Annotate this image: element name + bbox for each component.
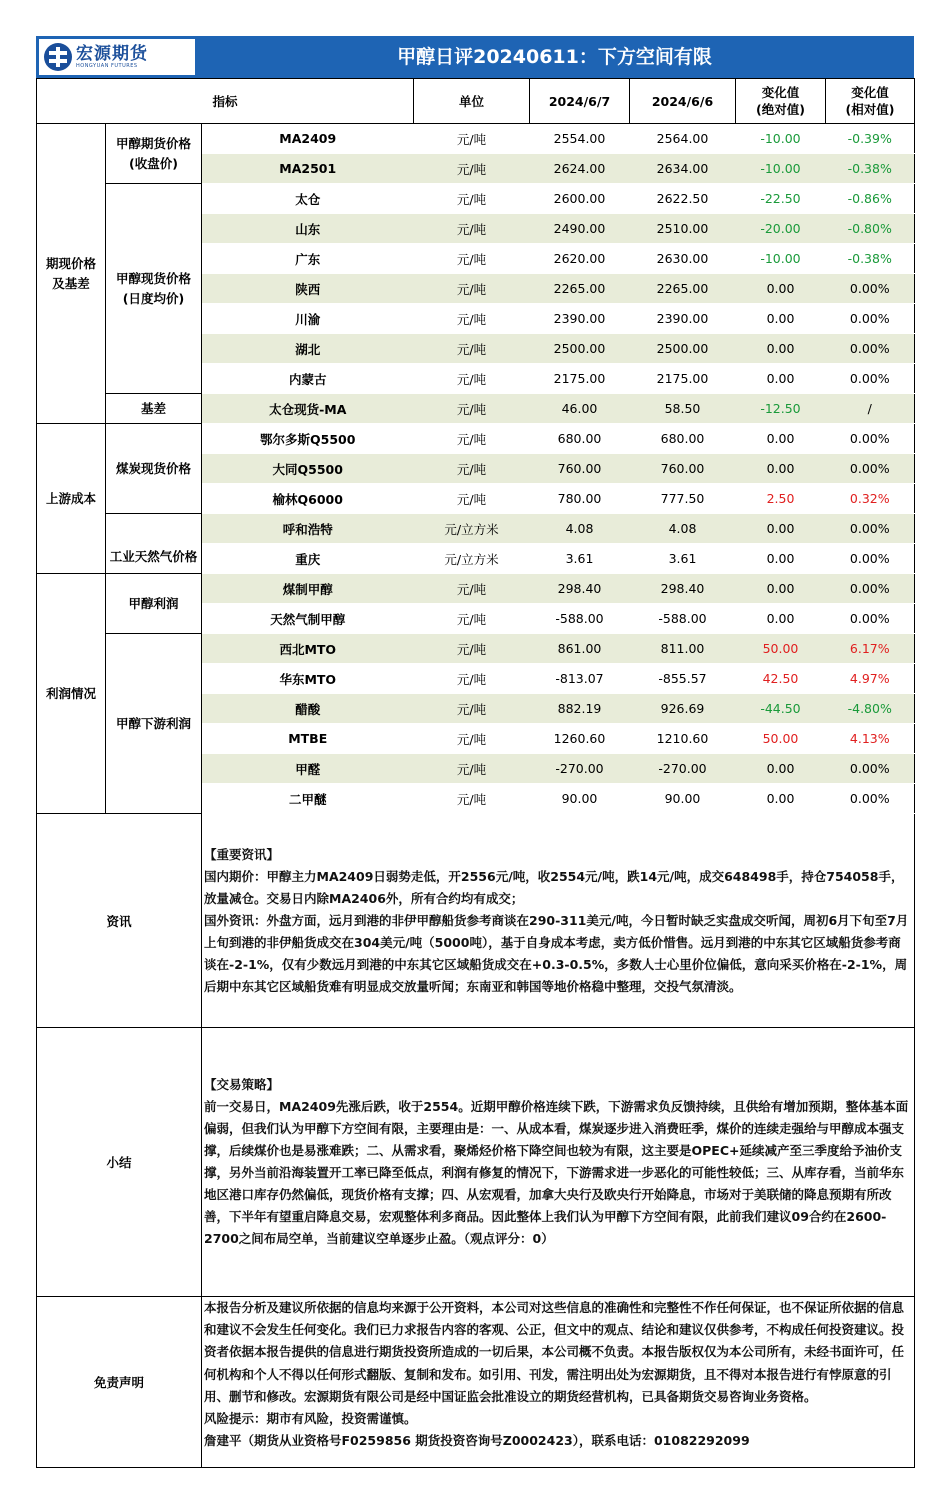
change-abs-cell: -44.50 — [736, 694, 826, 724]
change-abs-cell: -10.00 — [736, 154, 826, 184]
indicator-cell: MTBE — [202, 724, 414, 754]
prev-value-cell: 2500.00 — [630, 334, 736, 364]
current-value-cell: 1260.60 — [530, 724, 630, 754]
change-rel-cell: 0.00% — [826, 424, 915, 454]
category-profit: 利润情况 — [37, 574, 106, 814]
prev-value-cell: 2175.00 — [630, 364, 736, 394]
change-abs-cell: 0.00 — [736, 454, 826, 484]
prev-value-cell: 680.00 — [630, 424, 736, 454]
indicator-cell: 甲醛 — [202, 754, 414, 784]
change-rel-cell: -0.38% — [826, 244, 915, 274]
col-header-indicator: 指标 — [37, 79, 414, 124]
table-row — [37, 184, 915, 214]
col-header-prev-date: 2024/6/6 — [630, 79, 736, 124]
indicator-cell: 二甲醚 — [202, 784, 414, 814]
indicator-cell: 太仓现货-MA — [202, 394, 414, 424]
prev-value-cell: 760.00 — [630, 454, 736, 484]
change-rel-cell: 0.00% — [826, 364, 915, 394]
change-rel-cell: 6.17% — [826, 634, 915, 664]
summary-heading: 【交易策略】 — [204, 1077, 280, 1092]
unit-cell: 元/吨 — [414, 454, 530, 484]
category-upstream-cost: 上游成本 — [37, 424, 106, 574]
prev-value-cell: 2510.00 — [630, 214, 736, 244]
current-value-cell: 2500.00 — [530, 334, 630, 364]
change-rel-cell: 4.13% — [826, 724, 915, 754]
indicator-cell: 大同Q5500 — [202, 454, 414, 484]
prev-value-cell: -855.57 — [630, 664, 736, 694]
change-rel-cell: 0.00% — [826, 274, 915, 304]
unit-cell: 元/吨 — [414, 154, 530, 184]
table-row — [37, 394, 915, 424]
indicator-cell: 陕西 — [202, 274, 414, 304]
prev-value-cell: 811.00 — [630, 634, 736, 664]
prev-value-cell: 2630.00 — [630, 244, 736, 274]
unit-cell: 元/吨 — [414, 574, 530, 604]
subcategory-downstream-profit: 甲醇下游利润 — [106, 634, 202, 814]
unit-cell: 元/立方米 — [414, 514, 530, 544]
subcategory-basis: 基差 — [106, 394, 202, 424]
change-rel-cell: 0.00% — [826, 604, 915, 634]
current-value-cell: 2175.00 — [530, 364, 630, 394]
report-header — [36, 36, 914, 78]
current-value-cell: 2624.00 — [530, 154, 630, 184]
indicator-cell: 重庆 — [202, 544, 414, 574]
current-value-cell: 760.00 — [530, 454, 630, 484]
current-value-cell: 298.40 — [530, 574, 630, 604]
current-value-cell: 2620.00 — [530, 244, 630, 274]
unit-cell: 元/吨 — [414, 664, 530, 694]
indicator-cell: 天然气制甲醇 — [202, 604, 414, 634]
change-abs-cell: 0.00 — [736, 514, 826, 544]
indicator-cell: MA2409 — [202, 124, 414, 154]
prev-value-cell: 2265.00 — [630, 274, 736, 304]
indicator-cell: 西北MTO — [202, 634, 414, 664]
change-rel-cell: 0.00% — [826, 544, 915, 574]
table-row — [37, 634, 915, 664]
current-value-cell: 90.00 — [530, 784, 630, 814]
table-row — [37, 424, 915, 454]
change-abs-cell: 0.00 — [736, 424, 826, 454]
table-row — [37, 574, 915, 604]
prev-value-cell: 298.40 — [630, 574, 736, 604]
unit-cell: 元/吨 — [414, 334, 530, 364]
prev-value-cell: -588.00 — [630, 604, 736, 634]
summary-label: 小结 — [37, 1028, 202, 1297]
change-rel-cell: 0.00% — [826, 454, 915, 484]
col-header-change-rel — [826, 79, 915, 124]
change-abs-cell: 0.00 — [736, 754, 826, 784]
indicator-cell: 醋酸 — [202, 694, 414, 724]
change-abs-line1: 变化值 — [761, 85, 800, 100]
table-row — [37, 514, 915, 544]
category-spot-basis: 期现价格及基差 — [37, 124, 106, 424]
prev-value-cell: 4.08 — [630, 514, 736, 544]
change-abs-cell: 2.50 — [736, 484, 826, 514]
change-rel-cell: -0.86% — [826, 184, 915, 214]
col-header-unit: 单位 — [414, 79, 530, 124]
unit-cell: 元/吨 — [414, 784, 530, 814]
table-row — [37, 124, 915, 154]
prev-value-cell: 58.50 — [630, 394, 736, 424]
unit-cell: 元/吨 — [414, 604, 530, 634]
change-abs-line2: (绝对值) — [756, 102, 805, 117]
indicator-cell: 煤制甲醇 — [202, 574, 414, 604]
unit-cell: 元/吨 — [414, 214, 530, 244]
report-frame — [36, 36, 914, 1468]
change-abs-cell: 0.00 — [736, 574, 826, 604]
change-abs-cell: 0.00 — [736, 604, 826, 634]
change-rel-cell: -0.39% — [826, 124, 915, 154]
company-logo — [39, 39, 195, 75]
logo-mark-icon — [43, 42, 73, 72]
change-abs-cell: 0.00 — [736, 304, 826, 334]
unit-cell: 元/吨 — [414, 694, 530, 724]
unit-cell: 元/吨 — [414, 274, 530, 304]
change-rel-cell: -4.80% — [826, 694, 915, 724]
change-abs-cell: 50.00 — [736, 634, 826, 664]
current-value-cell: 882.19 — [530, 694, 630, 724]
current-value-cell: -588.00 — [530, 604, 630, 634]
table-header-row — [37, 79, 915, 124]
col-header-change-abs — [736, 79, 826, 124]
disclaimer-body: 本报告分析及建议所依据的信息均来源于公开资料，本公司对这些信息的准确性和完整性不作任何保证，也不保证所依据的信息和建议不会发生任何变化。我们已力求报告内容的客观、公正，但文中的观点、结论和建议仅供参考，不构成任何投资建议。投资者依据本报告提供的信息进行期货投资所造成的一切后果，本公司概不负责。本报告版权仅为本公司所有，未经书面许可，任何机构和个人不得以任何形式翻版、复制和发布。如引用、刊发，需注明出处为宏源期货，且不得对本报告进行有悖原意的引用、删节和修改。宏源期货有限公司是经中国证监会批准设立的期货经营机构，已具备期货交易咨询业务资格。 — [204, 1300, 905, 1404]
disclaimer-content — [202, 1297, 915, 1468]
unit-cell: 元/吨 — [414, 244, 530, 274]
prev-value-cell: 926.69 — [630, 694, 736, 724]
change-abs-cell: 0.00 — [736, 274, 826, 304]
brand-name-en: HONGYUAN FUTURES — [76, 62, 138, 69]
unit-cell: 元/吨 — [414, 184, 530, 214]
change-rel-cell: -0.80% — [826, 214, 915, 244]
prev-value-cell: 3.61 — [630, 544, 736, 574]
unit-cell: 元/吨 — [414, 364, 530, 394]
news-heading: 【重要资讯】 — [204, 846, 280, 862]
change-rel-cell: / — [826, 394, 915, 424]
summary-row — [37, 1028, 915, 1297]
current-value-cell: 2490.00 — [530, 214, 630, 244]
change-rel-cell: -0.38% — [826, 154, 915, 184]
current-value-cell: 780.00 — [530, 484, 630, 514]
indicator-cell: 华东MTO — [202, 664, 414, 694]
change-abs-cell: 0.00 — [736, 784, 826, 814]
change-rel-line2: (相对值) — [845, 102, 895, 117]
unit-cell: 元/吨 — [414, 724, 530, 754]
analyst-info: 詹建平（期货从业资格号F0259856 期货投资咨询号Z0002423），联系电话：01082292099 — [204, 1433, 750, 1449]
change-abs-cell: -10.00 — [736, 244, 826, 274]
prev-value-cell: 777.50 — [630, 484, 736, 514]
news-domestic: 国内期价：甲醇主力MA2409日弱势走低，开2556元/吨，收2554元/吨，跌14元/吨，成交648498手，持仓754058手，放量减仓。交易日内除MA2406外，所有合约均有成交； — [204, 868, 904, 906]
subcategory-spot: 甲醇现货价格(日度均价) — [106, 184, 202, 394]
change-abs-cell: -12.50 — [736, 394, 826, 424]
news-content — [202, 814, 915, 1028]
news-foreign: 国外资讯：外盘方面，远月到港的非伊甲醇船货参考商谈在290-311美元/吨，今日暂时缺乏实盘成交听闻，周初6月下旬至7月上旬到港的非伊船货成交在304美元/吨（5000吨），基于自身成本考虑，卖方低价惜售。远月到港的中东其它区域船货参考商谈在-2-1%，仅有少数远月到港的中东其它区域船货成交在+0.3-0.5%，多数人士心里价位偏低，意向采买价格在-2-1%，周后期中东其它区域船货难有明显成交放量听闻；东南亚和韩国等地价格稳中整理，交投气氛清淡。 — [204, 912, 909, 994]
news-row — [37, 814, 915, 1028]
unit-cell: 元/立方米 — [414, 544, 530, 574]
indicator-cell: 呼和浩特 — [202, 514, 414, 544]
change-rel-cell: 0.00% — [826, 334, 915, 364]
prev-value-cell: 1210.60 — [630, 724, 736, 754]
current-value-cell: 2554.00 — [530, 124, 630, 154]
change-rel-cell: 0.00% — [826, 784, 915, 814]
prev-value-cell: -270.00 — [630, 754, 736, 784]
change-rel-cell: 0.00% — [826, 754, 915, 784]
prev-value-cell: 2564.00 — [630, 124, 736, 154]
indicator-cell: 内蒙古 — [202, 364, 414, 394]
change-abs-cell: 0.00 — [736, 544, 826, 574]
subcategory-coal: 煤炭现货价格 — [106, 424, 202, 514]
prev-value-cell: 2390.00 — [630, 304, 736, 334]
indicator-cell: 川渝 — [202, 304, 414, 334]
indicator-cell: 山东 — [202, 214, 414, 244]
current-value-cell: 861.00 — [530, 634, 630, 664]
summary-body: 前一交易日，MA2409先涨后跌，收于2554。近期甲醇价格连续下跌，下游需求负反馈持续，且供给有增加预期，整体基本面偏弱，但我们认为甲醇下方空间有限，主要理由是：一、从成本看，煤炭逐步进入消费旺季，煤价的连续走强给与甲醇成本强支撑，后续煤价也是易涨难跌；二、从需求看，聚烯烃价格下降空间也较为有限，这主要是OPEC+延续减产至三季度给予油价支撑，另外当前沿海装置开工率已降至低点，利润有修复的情况下，下游需求进一步恶化的可能性较低；三、从库存看，当前华东地区港口库存仍然偏低，现货价格有支撑；四、从宏观看，加拿大央行及欧央行开始降息，市场对于美联储的降息预期有所改善，下半年有望重启降息交易，宏观整体利多商品。因此整体上我们认为甲醇下方空间有限，此前我们建议09合约在2600-2700之间布局空单，当前建议空单逐步止盈。（观点评分：0） — [204, 1099, 909, 1246]
indicator-cell: 鄂尔多斯Q5500 — [202, 424, 414, 454]
subcategory-methanol-profit: 甲醇利润 — [106, 574, 202, 634]
unit-cell: 元/吨 — [414, 754, 530, 784]
indicator-cell: 榆林Q6000 — [202, 484, 414, 514]
unit-cell: 元/吨 — [414, 424, 530, 454]
change-rel-cell: 4.97% — [826, 664, 915, 694]
change-rel-cell: 0.00% — [826, 574, 915, 604]
current-value-cell: 3.61 — [530, 544, 630, 574]
prev-value-cell: 90.00 — [630, 784, 736, 814]
unit-cell: 元/吨 — [414, 484, 530, 514]
change-abs-cell: 42.50 — [736, 664, 826, 694]
indicator-cell: 广东 — [202, 244, 414, 274]
data-table — [36, 78, 915, 1468]
current-value-cell: 2390.00 — [530, 304, 630, 334]
change-abs-cell: -22.50 — [736, 184, 826, 214]
current-value-cell: -270.00 — [530, 754, 630, 784]
subcategory-futures: 甲醇期货价格(收盘价) — [106, 124, 202, 184]
change-rel-cell: 0.32% — [826, 484, 915, 514]
indicator-cell: MA2501 — [202, 154, 414, 184]
subcategory-gas: 工业天然气价格 — [106, 514, 202, 574]
brand-name-cn: 宏源期货 — [76, 43, 148, 64]
report-title: 甲醇日评20240611：下方空间有限 — [397, 46, 712, 68]
current-value-cell: -813.07 — [530, 664, 630, 694]
summary-content — [202, 1028, 915, 1297]
current-value-cell: 2600.00 — [530, 184, 630, 214]
unit-cell: 元/吨 — [414, 304, 530, 334]
change-rel-cell: 0.00% — [826, 514, 915, 544]
change-abs-cell: 0.00 — [736, 334, 826, 364]
disclaimer-label: 免责声明 — [37, 1297, 202, 1468]
news-label: 资讯 — [37, 814, 202, 1028]
indicator-cell: 湖北 — [202, 334, 414, 364]
prev-value-cell: 2622.50 — [630, 184, 736, 214]
change-abs-cell: -20.00 — [736, 214, 826, 244]
current-value-cell: 4.08 — [530, 514, 630, 544]
col-header-current-date: 2024/6/7 — [530, 79, 630, 124]
disclaimer-row — [37, 1297, 915, 1468]
prev-value-cell: 2634.00 — [630, 154, 736, 184]
current-value-cell: 680.00 — [530, 424, 630, 454]
change-rel-line1: 变化值 — [851, 85, 889, 100]
change-abs-cell: 50.00 — [736, 724, 826, 754]
change-rel-cell: 0.00% — [826, 304, 915, 334]
risk-warning: 风险提示：期市有风险，投资需谨慎。 — [204, 1411, 417, 1427]
unit-cell: 元/吨 — [414, 634, 530, 664]
indicator-cell: 太仓 — [202, 184, 414, 214]
unit-cell: 元/吨 — [414, 394, 530, 424]
current-value-cell: 2265.00 — [530, 274, 630, 304]
current-value-cell: 46.00 — [530, 394, 630, 424]
change-abs-cell: -10.00 — [736, 124, 826, 154]
unit-cell: 元/吨 — [414, 124, 530, 154]
change-abs-cell: 0.00 — [736, 364, 826, 394]
